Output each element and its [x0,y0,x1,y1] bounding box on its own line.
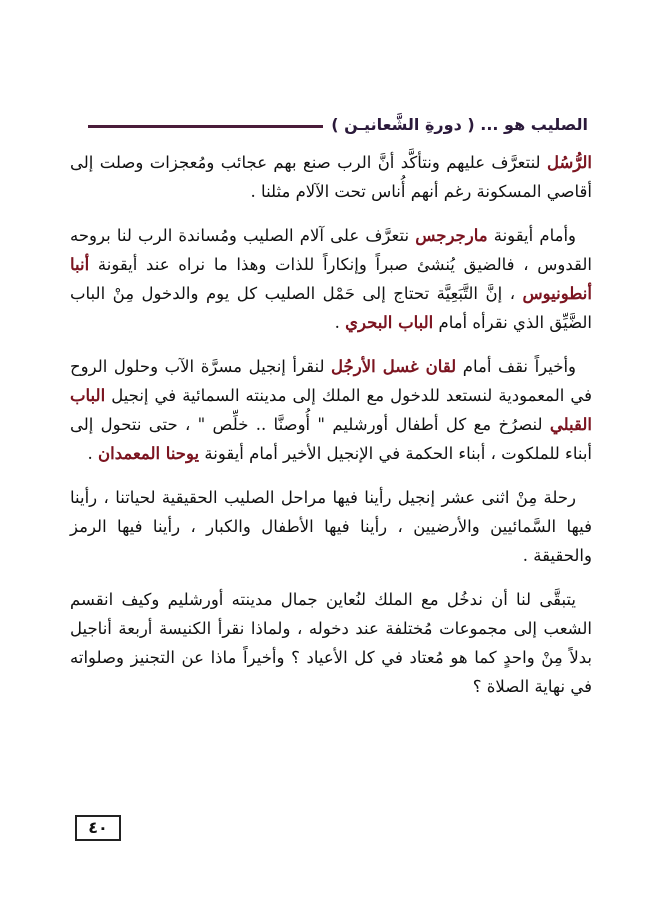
paragraph-3 [70,352,592,468]
highlighted-term: يوحنا المعمدان [98,444,200,463]
page-number: ٤٠ [75,815,121,841]
paragraph-4 [70,483,592,570]
highlighted-term: مارجرجس [415,226,488,245]
paragraph-text: ، إنَّ التَّبَعِيَّة تحتاج إلى حَمْل الصليب كل يوم والدخول مِنْ الباب الضَّيِّق الذي نقرأه أمام [70,284,592,332]
paragraph-text: لنقرأ إنجيل مسرَّة الآب وحلول الروح في المعمودية لنستعد للدخول مع الملك إلى مدينته السمائية في إنجيل [70,357,592,405]
page-body [70,148,592,716]
paragraph-text: يتبقَّى لنا أن ندخُل مع الملك لنُعاين جمال مدينته أورشليم وكيف انقسم الشعب إلى مجموعات مُختلفة عند دخوله ، ولماذا نقرأ الكنيسة أربعة أناجيل بدلاً مِنْ واحدٍ كما هو مُعتاد في كل الأعياد ؟ وأخيراً ماذا عن التجنيز وصلواته في نهاية الصلاة ؟ [70,590,592,696]
highlighted-term: لقان غسل الأرجُل [331,357,457,376]
paragraph-5 [70,585,592,701]
paragraph-text: وأمام أيقونة [487,226,576,245]
highlighted-term: الرُّسُل [546,153,592,172]
highlighted-term: الباب البحري [345,313,434,332]
paragraph-text: . [87,444,99,463]
paragraph-text: وأخيراً نقف أمام [456,357,577,376]
chapter-title: الصليب هو ... ( دورةِ الشَّعانيـن ) [331,115,588,134]
chapter-header [88,115,588,134]
header-rule [88,125,323,128]
paragraph-1 [70,148,592,206]
paragraph-text: لنتعرَّف عليهم ونتأكَّد أنَّ الرب صنع بهم عجائب ومُعجزات وصلت إلى أقاصي المسكونة رغم أنهم أُناس تحت الآلام مثلنا . [70,153,592,201]
paragraph-text: لنصرُخ مع كل أطفال أورشليم " أُوصنَّا .. خلِّص " ، حتى نتحول إلى أبناء للملكوت ، أبناء الحكمة في الإنجيل الأخير أمام أيقونة [70,415,592,463]
paragraph-text: نتعرَّف على آلام الصليب ومُساندة الرب لنا بروحه القدوس ، فالضيق يُنشئ صبراً وإنكاراً للذات وهذا ما نراه عند أيقونة [70,226,592,274]
paragraph-text: . [334,313,346,332]
paragraph-text: رحلة مِنْ اثنى عشر إنجيل رأينا فيها مراحل الصليب الحقيقية لحياتنا ، رأينا فيها السَّمائيين والأرضيين ، رأينا فيها الأطفال والكبار ، رأينا فيها الرمز والحقيقة . [70,488,592,565]
paragraph-2 [70,221,592,337]
highlighted-term: الباب القبلي [70,386,592,434]
highlighted-term: أنبا أنطونيوس [70,255,592,303]
